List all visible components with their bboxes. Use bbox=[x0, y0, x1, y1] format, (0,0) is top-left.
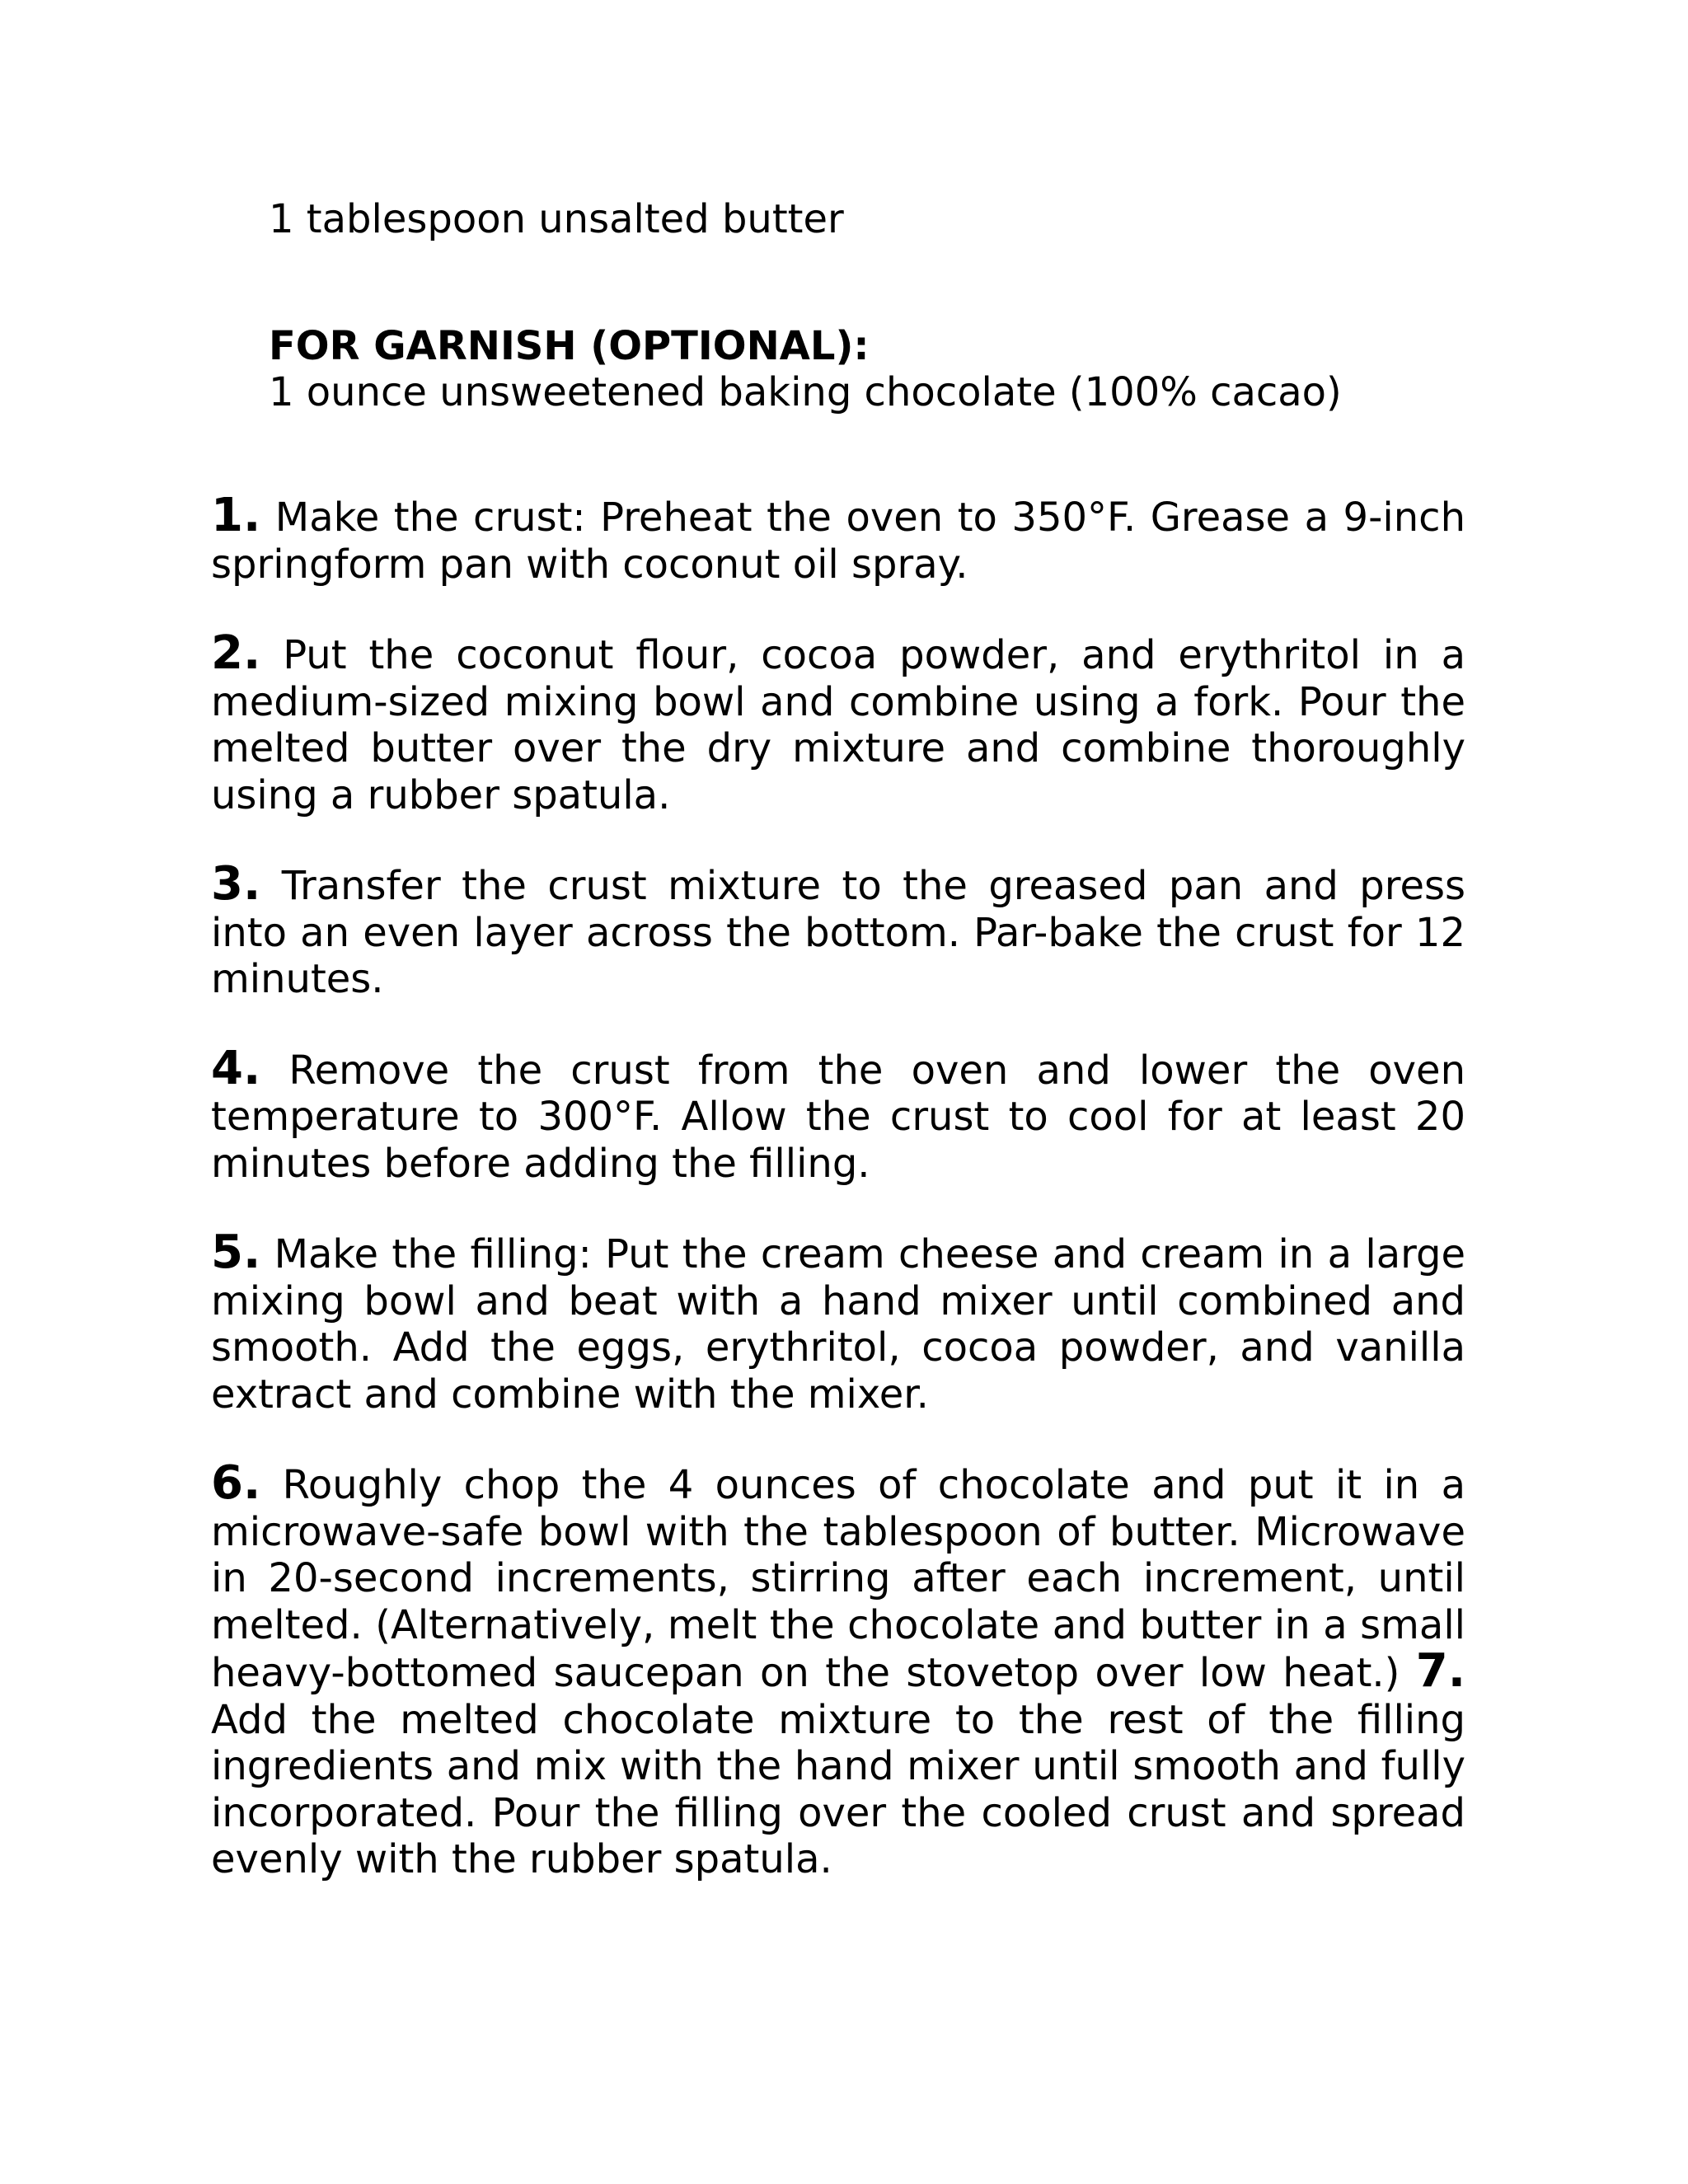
step-text: Remove the crust from the oven and lower the oven temperature to 300°F. Allow the crust to cool for at least 20 minutes before adding the filling. bbox=[211, 1047, 1465, 1187]
step-4 bbox=[211, 1041, 1465, 1188]
garnish-section bbox=[269, 323, 1505, 415]
step-number: 2. bbox=[211, 626, 261, 680]
step-1 bbox=[211, 489, 1465, 588]
step-7-number: 7. bbox=[1415, 1644, 1466, 1698]
step-5 bbox=[211, 1226, 1465, 1418]
step-number: 6. bbox=[211, 1456, 261, 1510]
garnish-heading: FOR GARNISH (OPTIONAL): bbox=[269, 323, 870, 369]
step-3 bbox=[211, 857, 1466, 1003]
step-2 bbox=[211, 626, 1465, 818]
step-text: Transfer the crust mixture to the greased pan and press into an even layer across the bottom. Par-bake the crust for 12 minutes. bbox=[211, 863, 1466, 1002]
step-number: 4. bbox=[211, 1041, 261, 1095]
step-text: Put the coconut flour, cocoa powder, and erythritol in a medium-sized mixing bowl and combine using a fork. Pour the melted butter over the dry mixture and combine thoroughly using a rubber spatula. bbox=[211, 632, 1465, 818]
ingredient-garnish-chocolate: 1 ounce unsweetened baking chocolate (100% cacao) bbox=[269, 369, 1342, 415]
ingredient-butter: 1 tablespoon unsalted butter bbox=[269, 196, 844, 242]
ingredient-line bbox=[269, 196, 1505, 242]
step-number: 3. bbox=[211, 857, 261, 911]
step-number: 1. bbox=[211, 489, 261, 542]
step-7-text: Add the melted chocolate mixture to the rest of the filling ingredients and mix with the hand mixer until smooth and fully incorporated. Pour the filling over the cooled crust and spread evenly with the rubber spatula. bbox=[211, 1696, 1465, 1882]
step-text: Make the filling: Put the cream cheese and cream in a large mixing bowl and beat with a hand mixer until combined and smooth. Add the eggs, erythritol, cocoa powder, and vanilla extract and combine with the mixer. bbox=[211, 1231, 1465, 1418]
step-number: 5. bbox=[211, 1226, 261, 1279]
step-text: Roughly chop the 4 ounces of chocolate and put it in a microwave-safe bowl with the tablespoon of butter. Microwave in 20-second increments, stirring after each increment, until melted. (Alternatively, melt the chocolate and butter in a small heavy-bottomed saucepan on the stovetop over low heat.) bbox=[211, 1462, 1466, 1696]
step-6 bbox=[211, 1456, 1466, 1883]
instruction-steps bbox=[211, 489, 1466, 1926]
step-text: Make the crust: Preheat the oven to 350°F. Grease a 9-inch springform pan with coconut oil spray. bbox=[211, 494, 1465, 588]
